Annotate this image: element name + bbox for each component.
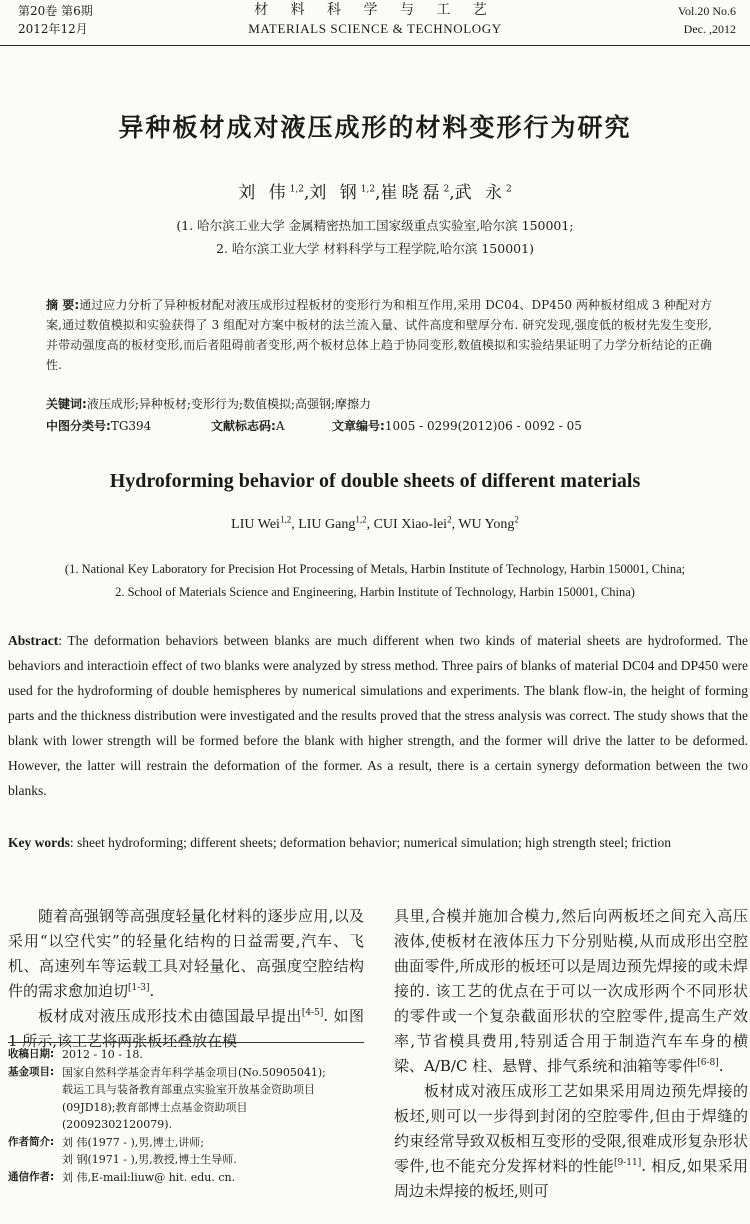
author-name-en: WU Yong — [458, 517, 515, 532]
affiliations-en — [0, 558, 750, 604]
affiliations-cn — [0, 214, 750, 260]
author-list-en: LIU Wei$^{1,2}$, LIU Gang$^{1,2}$, CUI Xiao-lei$^2$, WU Yong$^2$ — [231, 514, 519, 532]
author-affil-mark: 1,2 — [355, 514, 367, 525]
affiliation-line: 2. School of Materials Science and Engineering, Harbin Institute of Technology, Harbin 150001, China) — [115, 585, 635, 599]
abstract-en-label: Abstract — [8, 633, 59, 648]
footnote-line: 刘 伟,E-mail:liuw@ hit. edu. cn. — [62, 1170, 236, 1184]
keywords-cn-label: 关键词: — [46, 397, 87, 411]
paragraph-text: . 如图 1 所示,该工艺将两张板坯叠放在模 — [8, 1007, 364, 1050]
citation: [6-8] — [697, 1058, 719, 1068]
author-list-cn: 刘 伟$^{1,2}$,刘 钢$^{1,2}$,崔晓磊$^2$,武 永$^2$ — [238, 183, 512, 203]
author-name-en: LIU Gang — [298, 517, 356, 532]
citation: [1-3] — [128, 983, 150, 993]
page-header — [0, 0, 750, 46]
keywords-cn-text: 液压成形;异种板材;变形行为;数值模拟;高强钢;摩擦力 — [86, 397, 372, 411]
header-journal-name — [0, 0, 750, 38]
footnote-line: 载运工具与装备教育部重点实验室开放基金资助项目 — [62, 1083, 315, 1096]
footnote-label: 作者简介: — [8, 1135, 55, 1148]
journal-name-en: MATERIALS SCIENCE & TECHNOLOGY — [248, 21, 502, 36]
footnotes — [8, 1046, 364, 1186]
footnote-divider — [8, 1042, 364, 1043]
author-name-en: LIU Wei — [231, 517, 280, 532]
paragraph-text: . 相反,如果采用周边未焊接的板坯,则可 — [394, 1157, 748, 1200]
body-column-right — [394, 904, 748, 1204]
paragraph-text: 随着高强钢等高强度轻量化材料的逐步应用,以及采用“以空代实”的轻量化结构的日益需要,汽车、飞机、高速列车等运载工具对轻量化、高强度空腔结构件的需求愈加迫切 — [8, 907, 364, 1000]
keywords-en-text: : sheet hydroforming; different sheets; deformation behavior; numerical simulation; high strength steel; friction — [69, 835, 671, 850]
doc-code-value: A — [275, 419, 285, 433]
header-date-cn: 2012年12月 — [18, 22, 88, 36]
clc-value: TG394 — [110, 419, 152, 433]
body-paragraph — [394, 904, 748, 1079]
footnote-label: 收稿日期: — [8, 1048, 55, 1060]
article-no-label: 文章编号: — [332, 419, 385, 433]
author-name-cn: 武 永 — [454, 183, 507, 203]
keywords-cn — [46, 394, 712, 414]
author-affil-mark: 2 — [506, 184, 512, 195]
footnote-label: 通信作者: — [8, 1170, 55, 1183]
header-divider — [0, 45, 750, 46]
doc-code-label: 文献标志码: — [211, 419, 276, 433]
keywords-en — [8, 830, 748, 855]
header-date-en: Dec. ,2012 — [683, 22, 736, 36]
header-issue-cn: 第20卷 第6期 — [18, 4, 93, 18]
author-affil-mark: 2 — [514, 514, 519, 525]
journal-name-cn: 材 料 科 学 与 工 艺 — [254, 2, 496, 18]
footnote-received — [8, 1046, 364, 1064]
header-volume-info — [678, 2, 736, 38]
clc-label: 中图分类号: — [46, 419, 111, 433]
affiliation-line: (1. National Key Laboratory for Precision Hot Processing of Metals, Harbin Institute of Technology, Harbin 150001, China; — [64, 562, 686, 576]
author-affil-mark: 2 — [447, 514, 452, 525]
author-name-cn: 刘 伟 — [238, 183, 290, 203]
footnote-line: 2012 - 10 - 18. — [62, 1048, 143, 1061]
paper-title-cn: 异种板材成对液压成形的材料变形行为研究 — [118, 113, 632, 142]
abstract-cn — [46, 295, 712, 375]
abstract-en — [8, 628, 748, 803]
footnote-line: 国家自然科学基金青年科学基金项目(No.50905041); — [62, 1065, 326, 1079]
footnote-line: 刘 钢(1971 - ),男,教授,博士生导师. — [62, 1153, 237, 1166]
author-name-cn: 刘 钢 — [309, 183, 361, 203]
keywords-en-label: Key words — [8, 835, 70, 850]
paragraph-text: 板材成对液压成形技术由德国最早提出 — [38, 1007, 302, 1025]
body-paragraph — [394, 1079, 748, 1204]
author-affil-mark: 1,2 — [360, 184, 376, 195]
paper-title-en: Hydroforming behavior of double sheets of different materials — [109, 470, 641, 492]
paragraph-text: . — [149, 982, 155, 1000]
author-affil-mark: 1,2 — [279, 514, 292, 525]
author-affil-mark: 2 — [443, 184, 450, 195]
footnote-authors — [8, 1134, 364, 1169]
author-name-cn: 崔晓磊 — [380, 183, 444, 203]
author-name-en: CUI Xiao-lei — [373, 517, 448, 532]
author-affil-mark: 1,2 — [289, 184, 304, 195]
paragraph-text: . — [718, 1057, 724, 1075]
footnote-label: 基金项目: — [8, 1065, 55, 1078]
footnote-line: 刘 伟(1977 - ),男,博士,讲师; — [62, 1135, 204, 1149]
abstract-cn-label: 摘 要: — [46, 298, 80, 312]
affiliation-line: (1. 哈尔滨工业大学 金属精密热加工国家级重点实验室,哈尔滨 150001; — [176, 218, 574, 233]
footnote-line: (20092302120079). — [62, 1118, 173, 1131]
footnote-line: (09JD18);教育部博士点基金资助项目 — [62, 1100, 248, 1114]
header-volume-en: Vol.20 No.6 — [677, 4, 736, 18]
affiliation-line: 2. 哈尔滨工业大学 材料科学与工程学院,哈尔滨 150001) — [216, 241, 534, 256]
citation: [9-11] — [614, 1158, 642, 1168]
classification-line — [46, 416, 712, 436]
paragraph-text: 板材成对液压成形工艺如果采用周边预先焊接的板坯,则可以一步得到封闭的空腔零件,但由于焊缝的约束经常导致双板相互变形的受限,很难成形复杂形状零件,也不能充分发挥材料的性能 — [394, 1082, 748, 1175]
paragraph-text: 具里,合模并施加合模力,然后向两板坯之间充入高压液体,使板材在液体压力下分别贴模,从而成形出空腔曲面零件,所成形的板坯可以是周边预先焊接的或未焊接的. 该工艺的优点在于可以一次成形两个不同形状的零件或一个复杂截面形状的空腔零件,提高生产效率,节省模具费用,特别适合用于制造汽车车身的横梁、A/B/C 柱、悬臂、排气系统和油箱等零件 — [394, 907, 748, 1075]
article-no-value: 1005 - 0299(2012)06 - 0092 - 05 — [384, 419, 582, 433]
footnote-funding — [8, 1064, 364, 1134]
abstract-en-text: : The deformation behaviors between blanks are much different when two kinds of material sheets are hydroformed. The behaviors and interactioin effect of two blanks were analyzed by stress method. Three pairs of blanks of material DC04 and DP450 were used for the hydroforming of double hemispheres by numerical simulations and experiments. The blank flow-in, the height of forming parts and the thickness distribution were investigated and the results proved that the stress analysis was correct. The study shows that the blank with lower strength will be formed before the blank with higher strength, and the former will drive the latter to be deformed. However, the latter will restrain the deformation of the former. As a result, there is a certain synergy deformation between the two blanks. — [8, 633, 748, 798]
abstract-cn-text: 通过应力分析了异种板材配对液压成形过程板材的变形行为和相互作用,采用 DC04、DP450 两种板材组成 3 种配对方案,通过数值模拟和实验获得了 3 组配对方案中板材的法兰流入量、试件高度和壁厚分布. 研究发现,强度低的板材先发生变形,并带动强度高的板材变形,而后者阻碍前者变形,两个板材总体上趋于协同变形,数值模拟和实验结果证明了力学分析结论的正确性. — [46, 298, 712, 372]
body-column-left — [8, 904, 364, 1054]
citation: [4-5] — [301, 1008, 324, 1018]
body-paragraph — [8, 904, 364, 1004]
footnote-corresponding — [8, 1169, 364, 1187]
